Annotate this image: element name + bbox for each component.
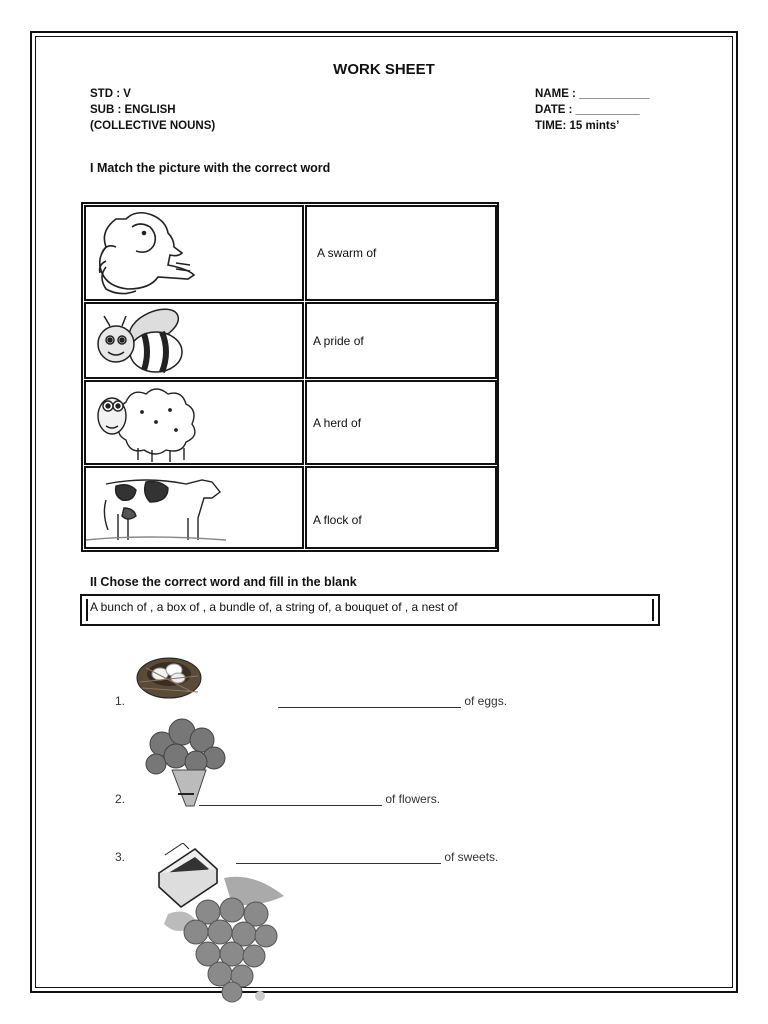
- table-row-picture: [84, 380, 304, 465]
- item-number: 2.: [115, 792, 126, 806]
- table-row-picture: [84, 205, 304, 301]
- fill-item-2: [115, 792, 125, 806]
- nest-icon: [134, 648, 204, 704]
- subject-label: SUB : ENGLISH: [90, 104, 176, 116]
- fill-item-2-line: [199, 792, 440, 806]
- section2-instruction: II Chose the correct word and fill in the blank: [90, 575, 357, 589]
- time-label: TIME: 15 mints’: [535, 120, 620, 132]
- item-number: 3.: [115, 850, 126, 864]
- item-suffix: of eggs.: [464, 694, 508, 708]
- word-options: A bunch of , a box of , a bundle of, a string of, a bouquet of , a nest of: [90, 600, 458, 614]
- answer-blank[interactable]: [278, 695, 461, 708]
- worksheet-title: WORK SHEET: [333, 61, 435, 78]
- grapes-icon: [158, 872, 288, 1008]
- item-suffix: of sweets.: [444, 850, 499, 864]
- topic-label: (COLLECTIVE NOUNS): [90, 120, 216, 132]
- fill-item-1: [115, 694, 125, 708]
- std-label: STD : V: [90, 88, 131, 100]
- fill-item-3-line: [236, 850, 498, 864]
- table-row-word: [305, 302, 497, 379]
- word-options-box: [80, 594, 660, 626]
- word-herd: A herd of: [313, 415, 362, 430]
- word-pride: A pride of: [313, 333, 364, 348]
- table-row-picture: [84, 302, 304, 379]
- word-swarm: A swarm of: [317, 246, 377, 260]
- word-flock: A flock of: [313, 513, 362, 527]
- table-row-word: [305, 380, 497, 465]
- name-field: NAME : ___________: [535, 88, 650, 100]
- item-suffix: of flowers.: [385, 792, 441, 806]
- item-number: 1.: [115, 694, 126, 708]
- fill-item-1-line: [278, 694, 507, 708]
- header-left: [90, 86, 215, 134]
- table-row-word: [305, 466, 497, 549]
- header-right: [535, 86, 649, 134]
- sheep-icon: [86, 382, 302, 463]
- date-field: DATE : __________: [535, 104, 640, 116]
- fill-item-3: [115, 850, 125, 864]
- answer-blank[interactable]: [199, 793, 382, 806]
- lion-icon: [86, 207, 302, 299]
- table-row-word: [305, 205, 497, 301]
- cow-icon: [86, 468, 302, 547]
- table-row-picture: [84, 466, 304, 549]
- section1-instruction: I Match the picture with the correct word: [90, 161, 331, 175]
- bee-icon: [86, 304, 302, 377]
- answer-blank[interactable]: [236, 851, 441, 864]
